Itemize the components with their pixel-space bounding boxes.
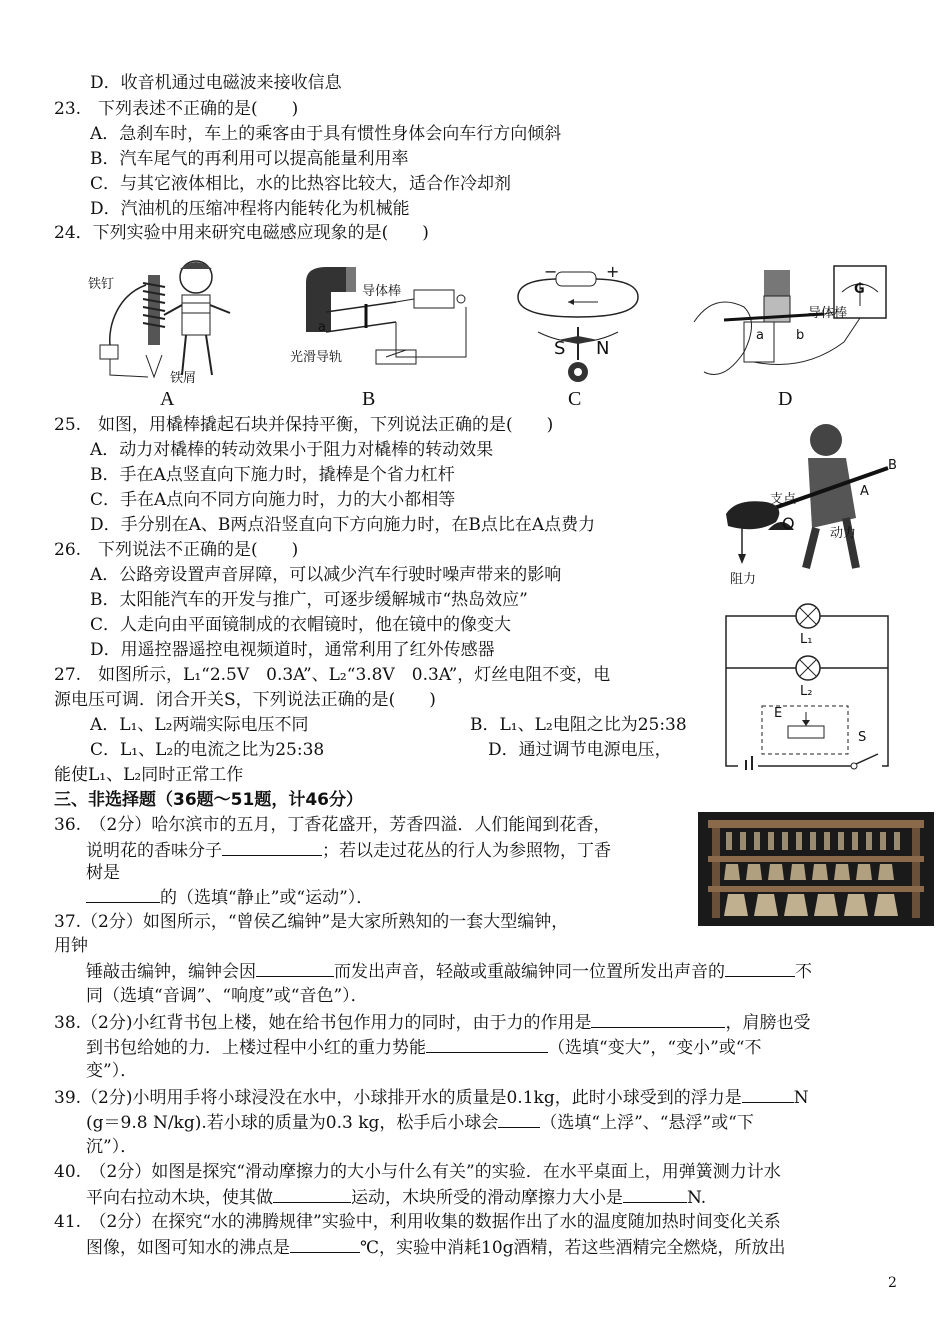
- q37-text-b: 而发出声音，轻敲或重敲编钟同一位置所发出声音的: [334, 962, 725, 982]
- q24-figure-c: [508, 262, 648, 387]
- q24-figure-a: [88, 255, 248, 405]
- label-a-d: a: [756, 328, 764, 343]
- q36-figure-bells: [698, 812, 934, 926]
- crowbar-illustration: [716, 418, 906, 588]
- q40-line2: [86, 1186, 706, 1209]
- q38-line2: [86, 1036, 761, 1059]
- q41-blank-1[interactable]: [290, 1236, 360, 1253]
- q40-text-c: N.: [687, 1188, 707, 1208]
- label-effort: 动力: [830, 526, 857, 541]
- q37-text-c: 不: [795, 962, 812, 982]
- q26-option-b: B．太阳能汽车的开发与推广，可逐步缓解城市“热岛效应”: [90, 590, 528, 610]
- q25-option-b: B．手在A点竖直向下施力时，撬棒是个省力杠杆: [90, 465, 455, 485]
- galvanometer-illustration: [684, 262, 899, 387]
- q22-option-d: D．收音机通过电磁波来接收信息: [90, 73, 342, 93]
- q27-option-d-part1: D．通过调节电源电压，: [488, 740, 672, 760]
- q39-text-b: N: [793, 1088, 809, 1108]
- q26-option-d: D．用遥控器遥控电视频道时，通常利用了红外传感器: [90, 640, 495, 660]
- q38-line1: [54, 1011, 810, 1034]
- q41-line1: 41. （2分）在探究“水的沸腾规律”实验中，利用收集的数据作出了水的温度随加热时间变化关系: [54, 1212, 781, 1232]
- label-iron-nail: 铁钉: [88, 277, 115, 292]
- q25-stem: 25. 如图，用橇棒撬起石块并保持平衡，下列说法正确的是( ): [54, 415, 554, 435]
- q36-blank-2[interactable]: [86, 886, 160, 903]
- q27-option-b: B．L₁、L₂电阻之比为25:38: [470, 715, 687, 735]
- q24-figure-d: [684, 262, 899, 387]
- q37-line1: 37.（2分）如图所示，“曾侯乙编钟”是大家所熟知的一套大型编钟，: [54, 912, 569, 932]
- label-a-point: A: [860, 484, 869, 499]
- q23-option-b: B．汽车尾气的再利用可以提高能量利用率: [90, 149, 409, 169]
- q24-caption-a: A: [160, 388, 175, 410]
- q39-line1: [54, 1086, 809, 1109]
- q27-stem-line1: 27. 如图所示，L₁“2.5V 0.3A”、L₂“3.8V 0.3A”，灯丝电阻不变，电: [54, 665, 611, 685]
- q41-text-b: ℃，实验中消耗10g酒精，若这些酒精完全燃烧，所放出: [360, 1238, 786, 1258]
- q37-line2: 用钟: [54, 936, 88, 956]
- q39-line2: [86, 1111, 754, 1134]
- q38-line3: 变”）．: [86, 1061, 138, 1081]
- chime-bells-photo: [698, 812, 934, 926]
- q38-blank-2[interactable]: [426, 1036, 548, 1053]
- q39-blank-2[interactable]: [498, 1111, 540, 1128]
- q40-blank-2[interactable]: [623, 1186, 687, 1203]
- q37-line3: [86, 960, 812, 983]
- label-iron-filings: 铁屑: [170, 371, 197, 386]
- label-resistance: 阻力: [730, 572, 757, 587]
- q24-caption-d: D: [778, 388, 793, 410]
- q40-blank-1[interactable]: [273, 1186, 351, 1203]
- q38-text-b: ，肩膀也受: [725, 1013, 811, 1033]
- q23-option-c: C．与其它液体相比，水的比热容比较大，适合作冷却剂: [90, 174, 512, 194]
- q27-option-d-part2: 能使L₁、L₂同时正常工作: [54, 765, 244, 785]
- page-number: 2: [888, 1275, 897, 1291]
- q38-text-a: 38.（2分)小红背书包上楼，她在给书包作用力的同时，由于力的作用是: [54, 1013, 592, 1033]
- label-switch-s: S: [858, 730, 867, 745]
- q36-line4: [86, 886, 373, 909]
- q36-blank-1[interactable]: [222, 839, 322, 856]
- label-g: G: [854, 282, 865, 297]
- q26-stem: 26. 下列说法不正确的是( ): [54, 540, 299, 560]
- q36-text-a: 说明花的香味分子: [86, 841, 222, 861]
- q39-line3: 沉”）．: [86, 1137, 138, 1157]
- compass-wire-illustration: [508, 262, 648, 387]
- q26-option-c: C．人走向由平面镜制成的衣帽镜时，他在镜中的像变大: [90, 615, 512, 635]
- label-point-a: a: [318, 320, 326, 335]
- q40-line1: 40. （2分）如图是探究“滑动摩擦力的大小与什么有关”的实验．在水平桌面上，用弹簧测力计水: [54, 1162, 781, 1182]
- label-e: E: [774, 706, 783, 721]
- q37-blank-2[interactable]: [725, 960, 795, 977]
- q38-blank-1[interactable]: [591, 1011, 725, 1028]
- label-fulcrum: 支点: [770, 492, 797, 507]
- q24-caption-b: B: [362, 388, 376, 410]
- q25-option-d: D．手分别在A、B两点沿竖直向下方向施力时，在B点比在A点费力: [90, 515, 596, 535]
- q41-line2: [86, 1236, 786, 1259]
- q38-text-d: （选填“变大”，“变小”或“不: [548, 1038, 762, 1058]
- q37-blank-1[interactable]: [256, 960, 334, 977]
- q23-option-a: A．急刹车时，车上的乘客由于具有惯性身体会向车行方向倾斜: [90, 124, 562, 144]
- q36-line2: [86, 839, 611, 862]
- label-conductor-rod: 导体棒: [362, 284, 402, 299]
- q24-figure-b: [286, 262, 476, 382]
- label-smooth-rail: 光滑导轨: [290, 350, 343, 365]
- q36-text-b: ；若以走过花丛的行人为参照物，丁香: [322, 841, 611, 861]
- q40-text-b: 运动，木块所受的滑动摩擦力大小是: [351, 1188, 623, 1208]
- q39-text-a: 39.（2分)小明用手将小球浸没在水中，小球排开水的质量是0.1kg，此时小球受到的浮力是: [54, 1088, 742, 1108]
- q23-stem: 23. 下列表述不正确的是( ): [54, 99, 299, 119]
- q25-option-a: A．动力对橇棒的转动效果小于阻力对橇棒的转动效果: [90, 440, 494, 460]
- q27-stem-line2: 源电压可调．闭合开关S，下列说法正确的是( ): [54, 690, 436, 710]
- q25-option-c: C．手在A点向不同方向施力时，力的大小都相等: [90, 490, 456, 510]
- q38-text-c: 到书包给她的力．上楼过程中小红的重力势能: [86, 1038, 426, 1058]
- q37-line4: 同（选填“音调”、“响度”或“音色”）．: [86, 986, 368, 1006]
- q23-option-d: D．汽油机的压缩冲程将内能转化为机械能: [90, 199, 410, 219]
- q36-line1: 36. （2分）哈尔滨市的五月，丁香花盛开，芳香四溢．人们能闻到花香，: [54, 815, 611, 835]
- q36-line3: 树是: [86, 863, 120, 883]
- section3-title: 三、非选择题（36题～51题，计46分）: [54, 790, 363, 810]
- label-l1: L₁: [800, 632, 813, 647]
- label-b-d: b: [796, 328, 805, 343]
- label-l2: L₂: [800, 684, 813, 699]
- q40-text-a: 平向右拉动木块，使其做: [86, 1188, 273, 1208]
- label-south: S: [554, 338, 566, 359]
- q37-text-a: 锤敲击编钟，编钟会因: [86, 962, 256, 982]
- q39-text-d: （选填“上浮”、“悬浮”或“下: [540, 1113, 754, 1133]
- q27-option-c: C．L₁、L₂的电流之比为25:38: [90, 740, 325, 760]
- label-plus: +: [606, 262, 620, 281]
- label-north: N: [596, 338, 610, 359]
- q26-option-a: A．公路旁设置声音屏障，可以减少汽车行驶时噪声带来的影响: [90, 565, 562, 585]
- label-conductor-rod-d: 导体棒: [808, 306, 848, 321]
- q36-text-c: 的（选填“静止”或“运动”）．: [160, 888, 374, 908]
- q25-figure-crowbar: [716, 418, 906, 588]
- q24-stem: 24．下列实验中用来研究电磁感应现象的是( ): [54, 223, 429, 243]
- q24-caption-c: C: [568, 388, 582, 410]
- q39-text-c: (g＝9.8 N/kg).若小球的质量为0.3 kg，松手后小球会: [86, 1113, 499, 1133]
- q41-text-a: 图像，如图可知水的沸点是: [86, 1238, 290, 1258]
- label-b-point: B: [888, 458, 897, 473]
- q27-figure-circuit: [718, 600, 898, 770]
- label-o: O: [782, 514, 795, 533]
- q27-option-a: A．L₁、L₂两端实际电压不同: [90, 715, 309, 735]
- q39-blank-1[interactable]: [742, 1086, 794, 1103]
- label-minus: −: [544, 262, 558, 281]
